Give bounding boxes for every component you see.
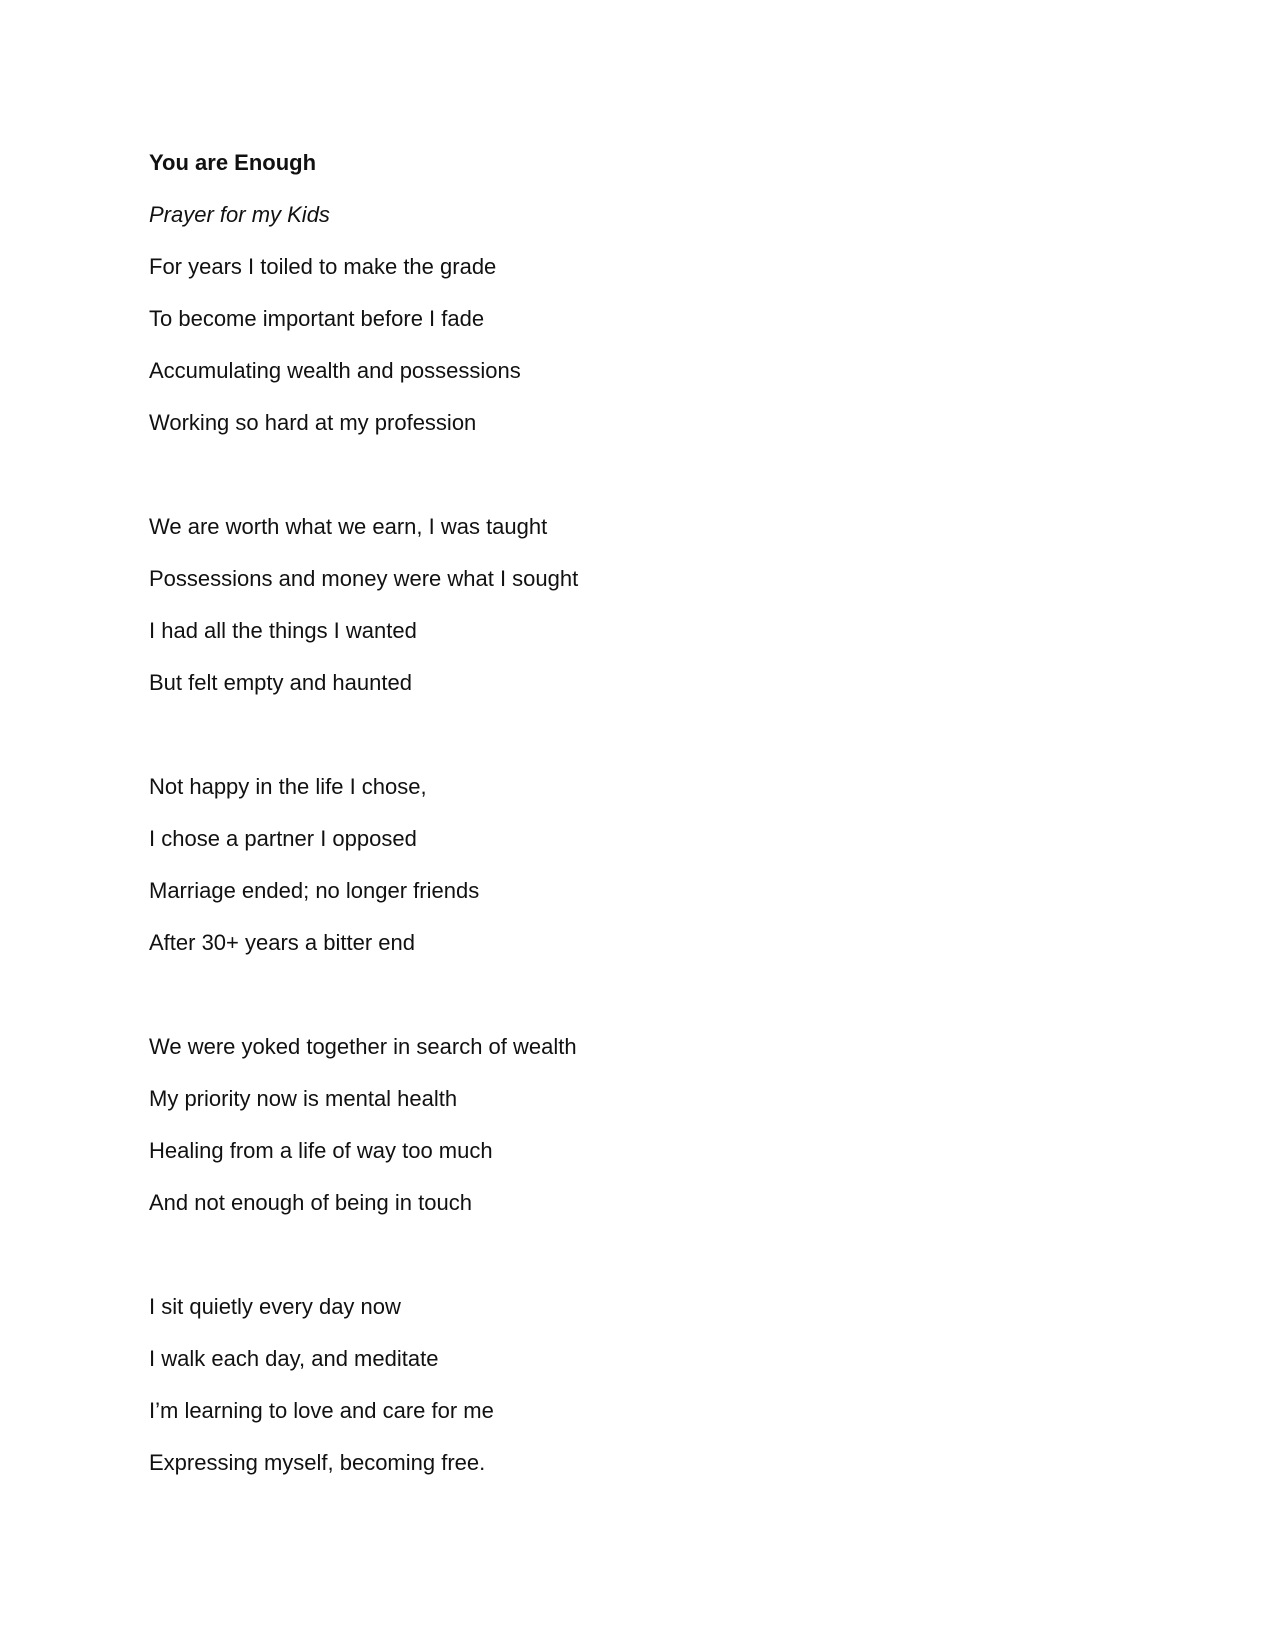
poem-line: I’m learning to love and care for me xyxy=(149,1398,494,1423)
poem-line: Marriage ended; no longer friends xyxy=(149,878,480,903)
poem xyxy=(149,146,1149,1498)
stanza-2 xyxy=(149,510,1149,718)
poem-line: I chose a partner I opposed xyxy=(149,826,417,851)
poem-line: And not enough of being in touch xyxy=(149,1190,472,1215)
poem-line: Working so hard at my profession xyxy=(149,410,477,435)
poem-line: I had all the things I wanted xyxy=(149,618,417,643)
poem-line: My priority now is mental health xyxy=(149,1086,458,1111)
stanza-break xyxy=(149,978,1149,1030)
stanza-break xyxy=(149,718,1149,770)
poem-line: I walk each day, and meditate xyxy=(149,1346,439,1371)
poem-subtitle: Prayer for my Kids xyxy=(149,202,330,227)
poem-line: Healing from a life of way too much xyxy=(149,1138,493,1163)
poem-line: Possessions and money were what I sought xyxy=(149,566,579,591)
stanza-4 xyxy=(149,1030,1149,1238)
stanza-5 xyxy=(149,1290,1149,1498)
poem-line: But felt empty and haunted xyxy=(149,670,412,695)
stanza-1 xyxy=(149,250,1149,458)
poem-line: To become important before I fade xyxy=(149,306,485,331)
poem-line: Accumulating wealth and possessions xyxy=(149,358,521,383)
stanza-break xyxy=(149,458,1149,510)
poem-line: I sit quietly every day now xyxy=(149,1294,401,1319)
stanza-3 xyxy=(149,770,1149,978)
poem-line: Not happy in the life I chose, xyxy=(149,774,427,799)
poem-line: After 30+ years a bitter end xyxy=(149,930,415,955)
poem-line: We were yoked together in search of wealth xyxy=(149,1034,577,1059)
poem-line: We are worth what we earn, I was taught xyxy=(149,514,548,539)
poem-line: Expressing myself, becoming free. xyxy=(149,1450,486,1475)
stanza-break xyxy=(149,1238,1149,1290)
poem-line: For years I toiled to make the grade xyxy=(149,254,497,279)
poem-title: You are Enough xyxy=(149,150,317,175)
